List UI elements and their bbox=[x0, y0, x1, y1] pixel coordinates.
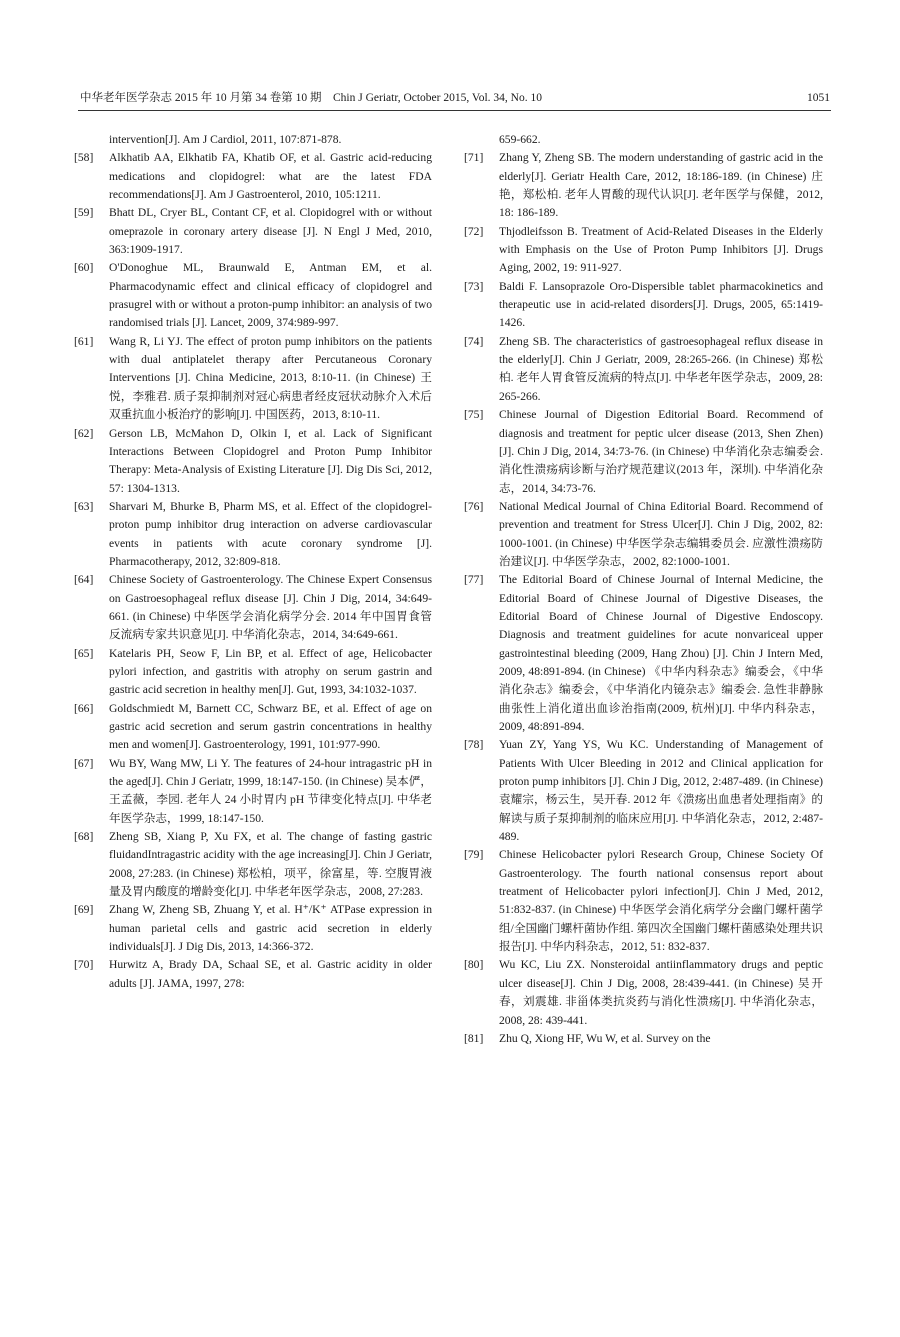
reference-number: [75] bbox=[464, 408, 484, 422]
running-head bbox=[80, 88, 830, 108]
reference-number: [80] bbox=[464, 958, 484, 972]
reference-item bbox=[464, 1030, 823, 1048]
reference-text: Wu BY, Wang MW, Li Y. The features of 24-hour intragastric pH in the aged[J]. Chin J Geriatr, 1999, 18:147-150. (in Chinese) 吴本俨，王孟薇，李园. 老年人 24 小时胃内 pH 节律变化特点[J]. 中华老年医学杂志，1999, 18:147-150. bbox=[109, 756, 432, 825]
reference-number: [59] bbox=[74, 206, 94, 220]
reference-text: Yuan ZY, Yang YS, Wu KC. Understanding of Management of Patients With Ulcer Bleeding in 2012 and Clinical application for proton pump inhibitors [J]. Chin J Dig, 2012, 2:487-489. (in Chinese) 袁耀宗，杨云生，吴开春. 2012 年《溃疡出血患者处理指南》的解读与质子泵抑制剂的临床应用[J]. 中华消化杂志，2012, 2:487-489. bbox=[499, 738, 823, 844]
reference-text: Zheng SB. The characteristics of gastroesophageal reflux disease in the elderly[J]. Chin J Geriatr, 2009, 28:265-266. (in Chinese) 郑松柏. 老年人胃食管反流病的特点[J]. 中华老年医学杂志，2009, 28: 265-266. bbox=[499, 334, 823, 403]
reference-text: Wang R, Li YJ. The effect of proton pump inhibitors on the patients with dual antiplatelet therapy after Percutaneous Coronary Interventions [J]. China Medicine, 2013, 8:10-11. (in Chinese) 王悦，李雅君. 质子泵抑制剂对冠心病患者经皮冠状动脉介入术后双重抗血小板治疗的影响[J]. 中国医药，2013, 8:10-11. bbox=[109, 334, 432, 422]
reference-item bbox=[464, 333, 823, 406]
reference-item bbox=[464, 278, 823, 333]
reference-item bbox=[464, 846, 823, 956]
reference-text: Hurwitz A, Brady DA, Schaal SE, et al. Gastric acidity in older adults [J]. JAMA, 1997, 278: bbox=[109, 958, 432, 990]
reference-text: Chinese Journal of Digestion Editorial Board. Recommend of diagnosis and treatment for peptic ulcer disease (2013, Shen Zhen) [J]. Chin J Dig, 2014, 34:73-76. (in Chinese) 中华消化杂志编委会. 消化性溃疡病诊断与治疗规范建议(2013 年，深圳). 中华消化杂志，2014, 34:73-76. bbox=[499, 408, 823, 495]
reference-item bbox=[74, 498, 432, 571]
reference-continuation bbox=[464, 131, 823, 149]
reference-item bbox=[74, 204, 432, 259]
reference-item bbox=[74, 149, 432, 204]
reference-number: [72] bbox=[464, 224, 484, 238]
reference-number: [81] bbox=[464, 1031, 484, 1045]
reference-item bbox=[74, 259, 432, 332]
reference-number: [65] bbox=[74, 646, 94, 660]
reference-text: 659-662. bbox=[499, 133, 541, 146]
reference-text: Zheng SB, Xiang P, Xu FX, et al. The change of fasting gastric fluidandIntragastric acidity with the age increasing[J]. Chin J Geriatr, 2008, 27:283. (in Chinese) 郑松柏，项平，徐富星，等. 空腹胃液量及胃内酸度的增龄变化[J]. 中华老年医学杂志，2008, 27:283. bbox=[109, 830, 432, 899]
reference-number: [60] bbox=[74, 261, 94, 275]
reference-item bbox=[464, 571, 823, 736]
reference-text: Katelaris PH, Seow F, Lin BP, et al. Effect of age, Helicobacter pylori infection, and gastritis with atrophy on serum gastrin and gastric acid secretion in healthy men[J]. Gut, 1993, 34:1032-1037. bbox=[109, 646, 432, 697]
reference-text: Chinese Helicobacter pylori Research Group, Chinese Society Of Gastroenterology. The fourth national consensus report about treatment of Helicobacter pylori infection[J]. Chin J Med, 2012, 51:832-837. (in Chinese) 中华医学会消化病学分会幽门螺杆菌学组/全国幽门螺杆菌协作组. 第四次全国幽门螺杆菌感染处理共识报告[J]. 中华内科杂志，2012, 51: 832-837. bbox=[499, 848, 823, 954]
reference-text: Baldi F. Lansoprazole Oro-Dispersible tablet pharmacokinetics and therapeutic use in acid-related disorders[J]. Drugs, 2005, 65:1419-1426. bbox=[499, 279, 823, 330]
reference-text: Alkhatib AA, Elkhatib FA, Khatib OF, et al. Gastric acid-reducing medications and clopidogrel: what are the latest FDA recommendations[J]. Am J Gastroenterol, 2010, 105:1211. bbox=[109, 151, 432, 202]
page-number: 1051 bbox=[807, 92, 830, 104]
reference-number: [70] bbox=[74, 958, 94, 972]
reference-number: [61] bbox=[74, 334, 94, 348]
reference-number: [68] bbox=[74, 830, 94, 844]
reference-text: Wu KC, Liu ZX. Nonsteroidal antiinflammatory drugs and peptic ulcer disease[J]. Chin J Dig, 2008, 28:439-441. (in Chinese) 吴开春，刘震雄. 非甾体类抗炎药与消化性溃疡[J]. 中华消化杂志，2008, 28: 439-441. bbox=[499, 958, 823, 1027]
reference-item bbox=[74, 755, 432, 828]
reference-item bbox=[464, 956, 823, 1029]
reference-text: intervention[J]. Am J Cardiol, 2011, 107:871-878. bbox=[109, 133, 342, 146]
reference-text: National Medical Journal of China Editorial Board. Recommend of prevention and treatment for Stress Ulcer[J]. Chin J Dig, 2002, 82: 1000-1001. (in Chinese) 中华医学杂志编辑委员会. 应激性溃疡防治建议[J]. 中华医学杂志，2002, 82:1000-1001. bbox=[499, 499, 823, 568]
reference-text: Sharvari M, Bhurke B, Pharm MS, et al. Effect of the clopidogrel-proton pump inhibitor drug interaction on adverse cardiovascular events in patients with acute coronary syndrome [J]. Pharmacotherapy, 2012, 32:809-818. bbox=[109, 499, 432, 568]
reference-number: [67] bbox=[74, 756, 94, 770]
reference-item bbox=[74, 700, 432, 755]
reference-number: [66] bbox=[74, 701, 94, 715]
reference-item bbox=[74, 901, 432, 956]
reference-text: Zhang W, Zheng SB, Zhuang Y, et al. H⁺/K⁺ ATPase expression in human parietal cells and gastric acid secretion in elderly individuals[J]. J Dig Dis, 2013, 14:366-372. bbox=[109, 903, 432, 954]
reference-number: [58] bbox=[74, 151, 94, 165]
header-rule bbox=[78, 110, 831, 111]
reference-text: Zhang Y, Zheng SB. The modern understanding of gastric acid in the elderly[J]. Geriatr Health Care, 2012, 18:186-189. (in Chinese) 庄艳，郑松柏. 老年人胃酸的现代认识[J]. 老年医学与保健，2012, 18: 186-189. bbox=[499, 151, 823, 220]
reference-number: [64] bbox=[74, 573, 94, 587]
reference-number: [79] bbox=[464, 848, 484, 862]
reference-item bbox=[464, 149, 823, 222]
reference-item bbox=[464, 406, 823, 498]
reference-item bbox=[464, 498, 823, 571]
reference-text: Gerson LB, McMahon D, Olkin I, et al. Lack of Significant Interactions Between Clopidogrel and Proton Pump Inhibitor Therapy: Meta-Analysis of Existing Literature [J]. Dig Dis Sci, 2012, 57: 1304-1313. bbox=[109, 426, 432, 495]
reference-item bbox=[74, 645, 432, 700]
reference-item bbox=[464, 736, 823, 846]
reference-number: [73] bbox=[464, 279, 484, 293]
reference-number: [62] bbox=[74, 426, 94, 440]
reference-number: [63] bbox=[74, 499, 94, 513]
reference-item bbox=[74, 425, 432, 498]
reference-column-left bbox=[74, 131, 432, 993]
reference-text: Bhatt DL, Cryer BL, Contant CF, et al. Clopidogrel with or without omeprazole in coronary artery disease [J]. N Engl J Med, 2010, 363:1909-1917. bbox=[109, 206, 432, 257]
reference-text: Goldschmiedt M, Barnett CC, Schwarz BE, et al. Effect of age on gastric acid secretion and serum gastrin concentrations in healthy men and women[J]. Gastroenterology, 1991, 101:977-990. bbox=[109, 701, 432, 752]
reference-text: Thjodleifsson B. Treatment of Acid-Related Diseases in the Elderly with Emphasis on the Use of Proton Pump Inhibitors [J]. Drugs Aging, 2002, 19: 911-927. bbox=[499, 224, 823, 275]
reference-item bbox=[74, 333, 432, 425]
reference-number: [71] bbox=[464, 151, 484, 165]
reference-number: [69] bbox=[74, 903, 94, 917]
reference-text: The Editorial Board of Chinese Journal of Internal Medicine, the Editorial Board of Chinese Journal of Digestive Diseases, the Editorial Board of Chinese Journal of Digestive Endoscopy. Diagnosis and treatment guidelines for acute nonvariceal upper gastrointestinal bleeding (2009, Hang Zhou) [J]. Chin J Intern Med, 2009, 48:891-894. (in Chinese) 《中华内科杂志》编委会，《中华消化杂志》编委会，《中华消化内镜杂志》编委会. 急性非静脉曲张性上消化道出血诊治指南(2009, 杭州)[J]. 中华内科杂志，2009, 48:891-894. bbox=[499, 573, 823, 733]
reference-number: [78] bbox=[464, 738, 484, 752]
reference-item bbox=[464, 223, 823, 278]
reference-column-right bbox=[464, 131, 823, 1048]
reference-text: Zhu Q, Xiong HF, Wu W, et al. Survey on the bbox=[499, 1031, 711, 1045]
reference-number: [74] bbox=[464, 334, 484, 348]
reference-text: O'Donoghue ML, Braunwald E, Antman EM, et al. Pharmacodynamic effect and clinical efficacy of clopidogrel and prasugrel with or without a proton-pump inhibitor: an analysis of two randomised trials [J]. Lancet, 2009, 374:989-997. bbox=[109, 261, 432, 330]
reference-item bbox=[74, 571, 432, 644]
reference-item bbox=[74, 956, 432, 993]
reference-text: Chinese Society of Gastroenterology. The Chinese Expert Consensus on Gastroesophageal reflux disease [J]. Chin J Dig, 2014, 34:649-661. (in Chinese) 中华医学会消化病学分会. 2014 年中国胃食管反流病专家共识意见[J]. 中华消化杂志，2014, 34:649-661. bbox=[109, 573, 432, 642]
reference-number: [76] bbox=[464, 499, 484, 513]
reference-number: [77] bbox=[464, 573, 484, 587]
reference-item bbox=[74, 828, 432, 901]
journal-citation-line: 中华老年医学杂志 2015 年 10 月第 34 卷第 10 期 Chin J Geriatr, October 2015, Vol. 34, No. 10 bbox=[80, 92, 542, 104]
reference-continuation bbox=[74, 131, 432, 149]
